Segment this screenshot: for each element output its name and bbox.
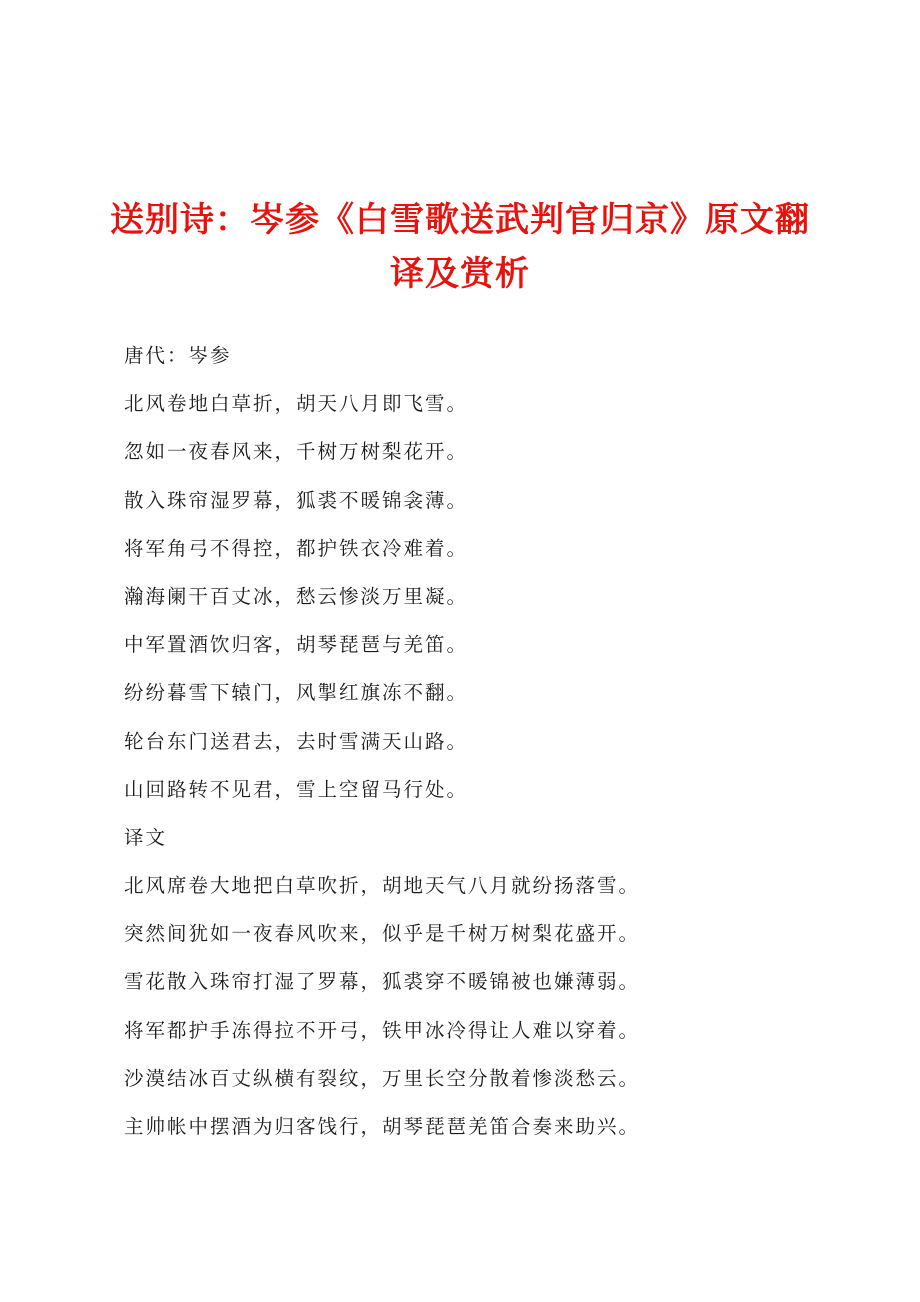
translation-line: 沙漠结冰百丈纵横有裂纹，万里长空分散着惨淡愁云。 [124, 1066, 641, 1090]
poem-line: 散入珠帘湿罗幕，狐裘不暖锦衾薄。 [124, 488, 469, 512]
translation-line: 雪花散入珠帘打湿了罗幕，狐裘穿不暖锦被也嫌薄弱。 [124, 970, 641, 994]
translation-line: 突然间犹如一夜春风吹来，似乎是千树万树梨花盛开。 [124, 922, 641, 946]
poem-line: 轮台东门送君去，去时雪满天山路。 [124, 729, 469, 753]
translation-line: 主帅帐中摆酒为归客饯行，胡琴琵琶羌笛合奏来助兴。 [124, 1115, 641, 1138]
author-line: 唐代：岑参 [124, 344, 232, 367]
poem-line: 忽如一夜春风来，千树万树梨花开。 [124, 440, 469, 464]
translation-line: 将军都护手冻得拉不开弓，铁甲冰冷得让人难以穿着。 [124, 1018, 641, 1042]
poem-line: 将军角弓不得控，都护铁衣冷难着。 [124, 536, 469, 560]
poem-line: 瀚海阑干百丈冰，愁云惨淡万里凝。 [124, 584, 469, 608]
poem-line: 中军置酒饮归客，胡琴琵琶与羌笛。 [124, 633, 469, 657]
translation-heading: 译文 [124, 825, 168, 849]
poem-line: 北风卷地白草折，胡天八月即飞雪。 [124, 392, 469, 416]
translation-line: 北风席卷大地把白草吹折，胡地天气八月就纷扬落雪。 [124, 874, 641, 898]
poem-line: 山回路转不见君，雪上空留马行处。 [124, 777, 469, 801]
document-body [124, 336, 804, 1155]
poem-line: 纷纷暮雪下辕门，风掣红旗冻不翻。 [124, 681, 469, 705]
document-title: 送别诗：岑参《白雪歌送武判官归京》原文翻译及赏析 [110, 200, 810, 294]
